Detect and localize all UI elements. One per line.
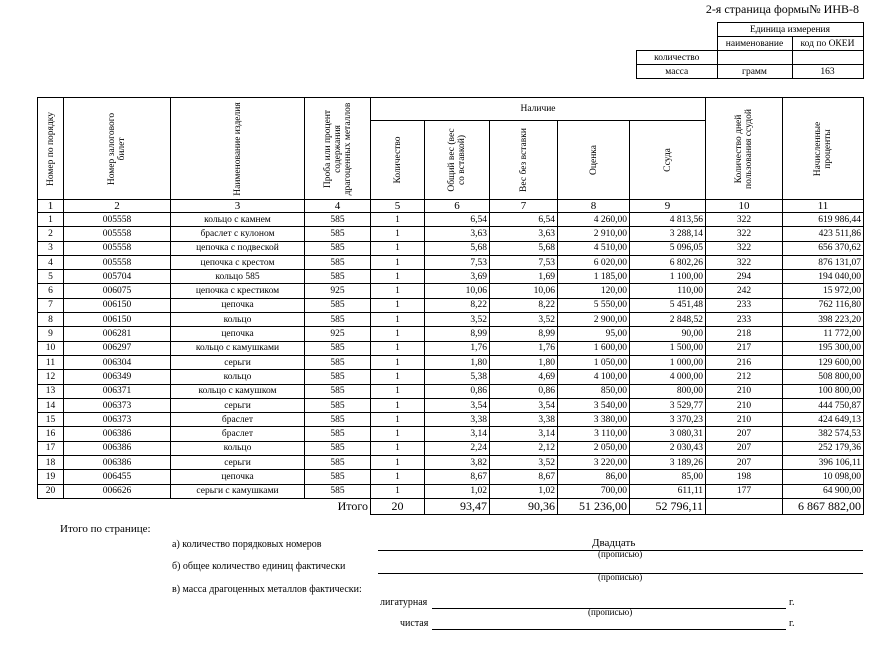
cell-row-num: 7 (38, 298, 64, 312)
table-row (38, 470, 864, 484)
pure-line (432, 629, 786, 630)
cell-item: цепочка (171, 298, 305, 312)
units-count-hint: (прописью) (598, 572, 643, 582)
cell-net: 8,22 (490, 298, 558, 312)
cell-ticket: 005558 (64, 213, 171, 227)
cell-days: 294 (706, 270, 783, 284)
units-row-label: масса (637, 65, 718, 79)
cell-loan: 3 189,26 (630, 456, 706, 470)
cell-days: 322 (706, 241, 783, 255)
header-assay: Проба или процент содержания драгоценных металлов (305, 98, 371, 200)
cell-valuation: 3 540,00 (558, 398, 630, 412)
page-total-label: Итого по странице: (60, 523, 151, 535)
cell-gross: 7,53 (425, 255, 490, 269)
cell-assay: 585 (305, 313, 371, 327)
cell-qty: 1 (371, 213, 425, 227)
cell-ticket: 005558 (64, 241, 171, 255)
cell-valuation: 4 260,00 (558, 213, 630, 227)
cell-loan: 5 096,05 (630, 241, 706, 255)
cell-valuation: 1 050,00 (558, 355, 630, 369)
cell-days: 207 (706, 441, 783, 455)
cell-qty: 1 (371, 284, 425, 298)
units-table (636, 22, 864, 79)
cell-assay: 585 (305, 341, 371, 355)
cell-assay: 585 (305, 384, 371, 398)
cell-qty: 1 (371, 355, 425, 369)
cell-loan: 2 848,52 (630, 313, 706, 327)
cell-ticket: 006386 (64, 456, 171, 470)
cell-assay: 585 (305, 270, 371, 284)
cell-qty: 1 (371, 370, 425, 384)
cell-valuation: 700,00 (558, 484, 630, 498)
cell-assay: 925 (305, 284, 371, 298)
cell-valuation: 86,00 (558, 470, 630, 484)
cell-ticket: 006304 (64, 355, 171, 369)
cell-days: 212 (706, 370, 783, 384)
cell-ticket: 006455 (64, 470, 171, 484)
count-label: а) количество порядковых номеров (172, 539, 322, 550)
cell-gross: 1,76 (425, 341, 490, 355)
cell-days: 198 (706, 470, 783, 484)
header-interest: Начисленные проценты (783, 98, 864, 200)
cell-days: 210 (706, 384, 783, 398)
cell-item: серьги (171, 355, 305, 369)
cell-gross: 3,14 (425, 427, 490, 441)
cell-net: 3,52 (490, 313, 558, 327)
cell-days: 242 (706, 284, 783, 298)
cell-interest: 15 972,00 (783, 284, 864, 298)
table-row (38, 456, 864, 470)
cell-interest: 195 300,00 (783, 341, 864, 355)
cell-assay: 925 (305, 327, 371, 341)
cell-valuation: 4 510,00 (558, 241, 630, 255)
cell-interest: 762 116,80 (783, 298, 864, 312)
header-qty: Количество (371, 121, 425, 200)
cell-row-num: 12 (38, 370, 64, 384)
cell-valuation: 6 020,00 (558, 255, 630, 269)
cell-ticket: 005704 (64, 270, 171, 284)
cell-days: 233 (706, 313, 783, 327)
cell-loan: 2 030,43 (630, 441, 706, 455)
cell-row-num: 10 (38, 341, 64, 355)
cell-row-num: 16 (38, 427, 64, 441)
cell-net: 8,67 (490, 470, 558, 484)
cell-gross: 3,54 (425, 398, 490, 412)
cell-qty: 1 (371, 384, 425, 398)
cell-net: 3,54 (490, 398, 558, 412)
total-net: 90,36 (490, 498, 558, 514)
form-title: 2-я страница формы№ ИНВ-8 (705, 2, 859, 16)
cell-interest: 10 098,00 (783, 470, 864, 484)
cell-item: серьги с камушками (171, 484, 305, 498)
cell-qty: 1 (371, 484, 425, 498)
table-row (38, 427, 864, 441)
table-row (38, 270, 864, 284)
units-row-name: грамм (717, 65, 792, 79)
cell-valuation: 1 600,00 (558, 341, 630, 355)
cell-item: серьги (171, 456, 305, 470)
total-valuation: 51 236,00 (558, 498, 630, 514)
cell-loan: 3 080,31 (630, 427, 706, 441)
cell-assay: 585 (305, 241, 371, 255)
cell-interest: 64 900,00 (783, 484, 864, 498)
cell-row-num: 6 (38, 284, 64, 298)
cell-qty: 1 (371, 413, 425, 427)
table-row (38, 213, 864, 227)
cell-row-num: 18 (38, 456, 64, 470)
table-row (38, 384, 864, 398)
cell-gross: 8,99 (425, 327, 490, 341)
cell-assay: 585 (305, 255, 371, 269)
cell-net: 1,76 (490, 341, 558, 355)
cell-item: кольцо с камушками (171, 341, 305, 355)
cell-net: 8,99 (490, 327, 558, 341)
units-row-name (717, 51, 792, 65)
units-col-name: наименование (717, 37, 792, 51)
cell-qty: 1 (371, 255, 425, 269)
cell-interest: 194 040,00 (783, 270, 864, 284)
cell-valuation: 1 185,00 (558, 270, 630, 284)
cell-days: 207 (706, 427, 783, 441)
cell-row-num: 17 (38, 441, 64, 455)
cell-loan: 1 000,00 (630, 355, 706, 369)
table-row (38, 313, 864, 327)
cell-qty: 1 (371, 441, 425, 455)
cell-interest: 398 223,20 (783, 313, 864, 327)
cell-gross: 0,86 (425, 384, 490, 398)
units-row-code (792, 51, 863, 65)
cell-assay: 585 (305, 470, 371, 484)
cell-row-num: 3 (38, 241, 64, 255)
count-hint: (прописью) (598, 549, 643, 559)
cell-net: 10,06 (490, 284, 558, 298)
count-value: Двадцать (592, 537, 636, 549)
cell-assay: 585 (305, 213, 371, 227)
cell-days: 233 (706, 298, 783, 312)
cell-net: 1,69 (490, 270, 558, 284)
cell-ticket: 006150 (64, 298, 171, 312)
table-row (38, 370, 864, 384)
cell-loan: 110,00 (630, 284, 706, 298)
table-row (38, 227, 864, 241)
cell-loan: 6 802,26 (630, 255, 706, 269)
cell-days: 210 (706, 413, 783, 427)
cell-row-num: 11 (38, 355, 64, 369)
cell-valuation: 120,00 (558, 284, 630, 298)
units-header: Единица измерения (717, 23, 863, 37)
units-row-code: 163 (792, 65, 863, 79)
header-valuation: Оценка (558, 121, 630, 200)
cell-interest: 619 986,44 (783, 213, 864, 227)
cell-row-num: 19 (38, 470, 64, 484)
header-net: Вес без вставки (490, 121, 558, 200)
cell-interest: 424 649,13 (783, 413, 864, 427)
cell-loan: 3 288,14 (630, 227, 706, 241)
cell-valuation: 3 380,00 (558, 413, 630, 427)
cell-assay: 585 (305, 355, 371, 369)
table-row (38, 241, 864, 255)
table-row (38, 298, 864, 312)
cell-item: цепочка с крестиком (171, 284, 305, 298)
cell-days: 216 (706, 355, 783, 369)
units-count-label: б) общее количество единиц фактически (172, 561, 346, 572)
header-days: Количество дней пользования ссудой (706, 98, 783, 200)
cell-gross: 2,24 (425, 441, 490, 455)
cell-net: 3,63 (490, 227, 558, 241)
cell-ticket: 006281 (64, 327, 171, 341)
cell-days: 322 (706, 255, 783, 269)
table-row (38, 484, 864, 498)
cell-valuation: 5 550,00 (558, 298, 630, 312)
cell-item: кольцо (171, 313, 305, 327)
cell-valuation: 2 910,00 (558, 227, 630, 241)
cell-row-num: 9 (38, 327, 64, 341)
cell-net: 4,69 (490, 370, 558, 384)
cell-interest: 508 800,00 (783, 370, 864, 384)
cell-item: кольцо с камнем (171, 213, 305, 227)
cell-ticket: 006373 (64, 398, 171, 412)
cell-row-num: 1 (38, 213, 64, 227)
inventory-table (37, 97, 864, 515)
cell-valuation: 850,00 (558, 384, 630, 398)
cell-row-num: 8 (38, 313, 64, 327)
cell-net: 5,68 (490, 241, 558, 255)
cell-item: кольцо 585 (171, 270, 305, 284)
table-row (38, 284, 864, 298)
cell-assay: 585 (305, 227, 371, 241)
cell-qty: 1 (371, 313, 425, 327)
cell-qty: 1 (371, 427, 425, 441)
cell-loan: 3 529,77 (630, 398, 706, 412)
table-row (38, 327, 864, 341)
cell-assay: 585 (305, 413, 371, 427)
cell-ticket: 006386 (64, 441, 171, 455)
cell-gross: 3,82 (425, 456, 490, 470)
table-row (38, 413, 864, 427)
header-availability: Наличие (371, 98, 706, 121)
header-item: Наименование изделия (171, 98, 305, 200)
cell-net: 1,02 (490, 484, 558, 498)
cell-item: браслет (171, 427, 305, 441)
cell-item: цепочка с крестом (171, 255, 305, 269)
cell-item: цепочка с подвеской (171, 241, 305, 255)
cell-row-num: 14 (38, 398, 64, 412)
cell-interest: 100 800,00 (783, 384, 864, 398)
cell-assay: 585 (305, 298, 371, 312)
cell-ticket: 006297 (64, 341, 171, 355)
cell-days: 177 (706, 484, 783, 498)
cell-days: 217 (706, 341, 783, 355)
cell-gross: 1,80 (425, 355, 490, 369)
cell-loan: 611,11 (630, 484, 706, 498)
cell-item: браслет с кулоном (171, 227, 305, 241)
cell-valuation: 2 900,00 (558, 313, 630, 327)
cell-item: серьги (171, 398, 305, 412)
units-col-code: код по ОКЕИ (792, 37, 863, 51)
cell-interest: 656 370,62 (783, 241, 864, 255)
cell-assay: 585 (305, 370, 371, 384)
cell-ticket: 005558 (64, 255, 171, 269)
cell-row-num: 20 (38, 484, 64, 498)
cell-days: 322 (706, 213, 783, 227)
cell-qty: 1 (371, 270, 425, 284)
table-body (38, 213, 864, 499)
cell-gross: 5,68 (425, 241, 490, 255)
cell-ticket: 006371 (64, 384, 171, 398)
cell-loan: 3 370,23 (630, 413, 706, 427)
cell-days: 322 (706, 227, 783, 241)
header-loan: Ссуда (630, 121, 706, 200)
cell-qty: 1 (371, 341, 425, 355)
cell-days: 210 (706, 398, 783, 412)
cell-qty: 1 (371, 241, 425, 255)
cell-item: цепочка (171, 327, 305, 341)
cell-net: 0,86 (490, 384, 558, 398)
cell-gross: 10,06 (425, 284, 490, 298)
cell-interest: 11 772,00 (783, 327, 864, 341)
cell-interest: 129 600,00 (783, 355, 864, 369)
cell-qty: 1 (371, 298, 425, 312)
cell-item: браслет (171, 413, 305, 427)
cell-gross: 6,54 (425, 213, 490, 227)
total-interest: 6 867 882,00 (783, 498, 864, 514)
cell-row-num: 13 (38, 384, 64, 398)
cell-item: цепочка (171, 470, 305, 484)
table-row (38, 441, 864, 455)
cell-ticket: 005558 (64, 227, 171, 241)
cell-valuation: 95,00 (558, 327, 630, 341)
total-qty: 20 (371, 498, 425, 514)
table-row (38, 255, 864, 269)
table-row (38, 398, 864, 412)
cell-days: 207 (706, 456, 783, 470)
cell-row-num: 2 (38, 227, 64, 241)
table-row (38, 341, 864, 355)
cell-gross: 8,22 (425, 298, 490, 312)
cell-item: кольцо (171, 370, 305, 384)
cell-net: 3,52 (490, 456, 558, 470)
cell-loan: 1 100,00 (630, 270, 706, 284)
cell-ticket: 006075 (64, 284, 171, 298)
cell-assay: 585 (305, 484, 371, 498)
cell-row-num: 5 (38, 270, 64, 284)
cell-loan: 800,00 (630, 384, 706, 398)
cell-gross: 3,63 (425, 227, 490, 241)
cell-net: 3,14 (490, 427, 558, 441)
cell-interest: 252 179,36 (783, 441, 864, 455)
cell-loan: 5 451,48 (630, 298, 706, 312)
cell-qty: 1 (371, 227, 425, 241)
cell-loan: 85,00 (630, 470, 706, 484)
total-row (38, 498, 864, 514)
cell-valuation: 2 050,00 (558, 441, 630, 455)
cell-gross: 3,69 (425, 270, 490, 284)
cell-net: 7,53 (490, 255, 558, 269)
cell-loan: 1 500,00 (630, 341, 706, 355)
cell-ticket: 006150 (64, 313, 171, 327)
cell-loan: 4 813,56 (630, 213, 706, 227)
cell-interest: 444 750,87 (783, 398, 864, 412)
cell-assay: 585 (305, 456, 371, 470)
total-gross: 93,47 (425, 498, 490, 514)
cell-interest: 423 511,86 (783, 227, 864, 241)
cell-valuation: 3 110,00 (558, 427, 630, 441)
cell-net: 2,12 (490, 441, 558, 455)
cell-ticket: 006373 (64, 413, 171, 427)
cell-interest: 396 106,11 (783, 456, 864, 470)
cell-interest: 382 574,53 (783, 427, 864, 441)
alloy-label: лигатурная (380, 597, 428, 608)
cell-row-num: 4 (38, 255, 64, 269)
cell-gross: 8,67 (425, 470, 490, 484)
cell-net: 6,54 (490, 213, 558, 227)
column-numbers-row: 1 2 3 4 5 6 7 8 9 10 11 (38, 200, 864, 213)
alloy-gram: г. (789, 597, 795, 608)
cell-qty: 1 (371, 398, 425, 412)
table-row (38, 355, 864, 369)
pure-gram: г. (789, 618, 795, 629)
cell-assay: 585 (305, 427, 371, 441)
cell-assay: 585 (305, 441, 371, 455)
cell-loan: 90,00 (630, 327, 706, 341)
header-row-num: Номер по порядку (38, 98, 64, 200)
cell-valuation: 4 100,00 (558, 370, 630, 384)
cell-assay: 585 (305, 398, 371, 412)
cell-item: кольцо (171, 441, 305, 455)
cell-days: 218 (706, 327, 783, 341)
header-gross: Общий вес (вес со вставкой) (425, 121, 490, 200)
cell-qty: 1 (371, 327, 425, 341)
cell-net: 1,80 (490, 355, 558, 369)
cell-gross: 3,52 (425, 313, 490, 327)
units-row-label: количество (637, 51, 718, 65)
cell-ticket: 006349 (64, 370, 171, 384)
total-label: Итого (305, 498, 371, 514)
mass-label: в) масса драгоценных металлов фактически: (172, 584, 362, 595)
cell-row-num: 15 (38, 413, 64, 427)
cell-ticket: 006386 (64, 427, 171, 441)
cell-qty: 1 (371, 470, 425, 484)
alloy-hint: (прописью) (588, 607, 633, 617)
cell-interest: 876 131,07 (783, 255, 864, 269)
pure-label: чистая (400, 618, 429, 629)
header-ticket: Номер залогового билет (64, 98, 171, 200)
cell-valuation: 3 220,00 (558, 456, 630, 470)
cell-gross: 5,38 (425, 370, 490, 384)
cell-item: кольцо с камушком (171, 384, 305, 398)
cell-gross: 1,02 (425, 484, 490, 498)
total-loan: 52 796,11 (630, 498, 706, 514)
cell-gross: 3,38 (425, 413, 490, 427)
cell-loan: 4 000,00 (630, 370, 706, 384)
cell-qty: 1 (371, 456, 425, 470)
cell-net: 3,38 (490, 413, 558, 427)
cell-ticket: 006626 (64, 484, 171, 498)
